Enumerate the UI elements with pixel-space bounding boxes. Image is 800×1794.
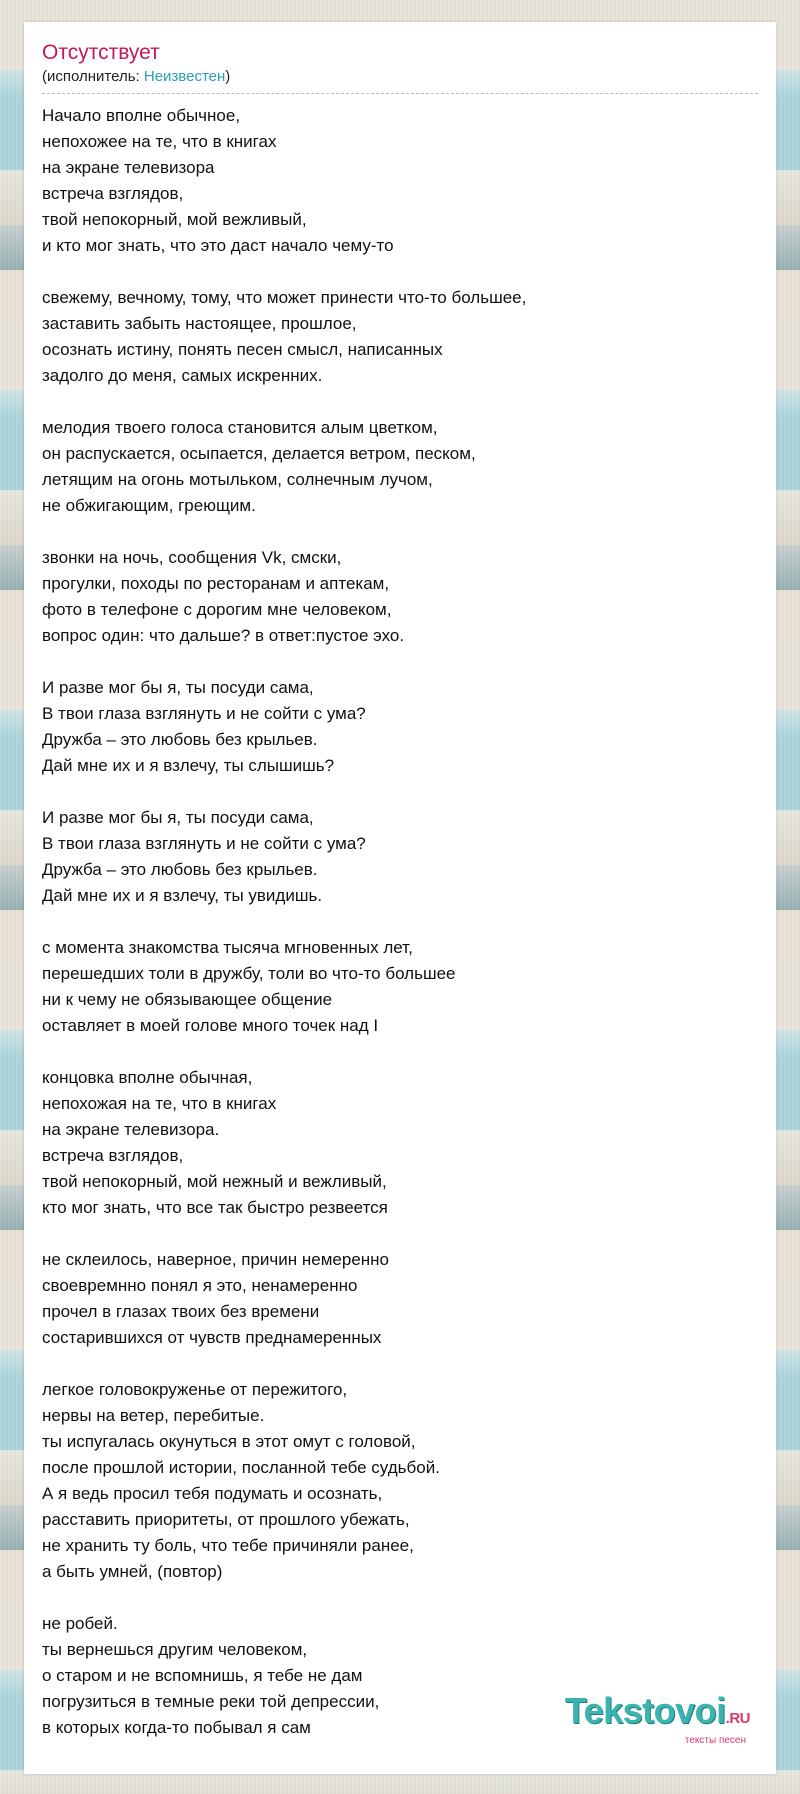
lyric-line: своевремнно понял я это, ненамеренно: [42, 1276, 358, 1295]
lyric-line: перешедших толи в дружбу, толи во что-то большее: [42, 964, 456, 983]
lyric-line: ты вернешься другим человеком,: [42, 1640, 308, 1659]
lyric-line: прогулки, походы по ресторанам и аптекам,: [42, 574, 390, 593]
lyric-line: фото в телефоне с дорогим мне человеком,: [42, 600, 392, 619]
lyrics-stanza: [42, 805, 752, 909]
lyric-line: мелодия твоего голоса становится алым цветком,: [42, 418, 438, 437]
lyric-line: вопрос один: что дальше? в ответ:пустое эхо.: [42, 626, 405, 645]
lyric-line: Дай мне их и я взлечу, ты слышишь?: [42, 756, 335, 775]
lyrics-stanza: [42, 1065, 752, 1221]
song-title: Отсутствует: [42, 41, 160, 64]
logo-name: Tekstovoi: [564, 1690, 726, 1731]
artist-link[interactable]: Неизвестен: [143, 68, 226, 85]
lyric-line: нервы на ветер, перебитые.: [42, 1406, 265, 1425]
lyric-line: оставляет в моей голове много точек над I: [42, 1016, 379, 1035]
lyric-line: встреча взглядов,: [42, 1146, 184, 1165]
lyric-line: расставить приоритеты, от прошлого убежать,: [42, 1510, 410, 1529]
lyric-line: в которых когда-то побывал я сам: [42, 1718, 311, 1737]
lyric-line: звонки на ночь, сообщения Vk, смски,: [42, 548, 342, 567]
lyric-line: встреча взглядов,: [42, 184, 184, 203]
lyric-line: свежему, вечному, тому, что может принести что-то большее,: [42, 288, 527, 307]
lyric-line: твой непокорный, мой нежный и вежливый,: [42, 1172, 387, 1191]
lyric-line: а быть умней, (повтор): [42, 1562, 223, 1581]
lyric-line: Начало вполне обычное,: [42, 106, 241, 125]
logo-tld: .RU: [725, 1710, 750, 1727]
lyrics-stanza: [42, 935, 752, 1039]
lyric-line: непохожее на те, что в книгах: [42, 132, 277, 151]
lyrics-stanza: [42, 285, 752, 389]
lyric-line: прочел в глазах твоих без времени: [42, 1302, 320, 1321]
lyric-line: осознать истину, понять песен смысл, написанных: [42, 340, 443, 359]
lyric-line: заставить забыть настоящее, прошлое,: [42, 314, 357, 333]
lyric-line: не обжигающим, греющим.: [42, 496, 256, 515]
lyric-line: на экране телевизора.: [42, 1120, 220, 1139]
lyrics-text: [42, 103, 752, 1767]
lyric-line: не робей.: [42, 1614, 118, 1633]
lyric-line: на экране телевизора: [42, 158, 215, 177]
lyric-line: непохожая на те, что в книгах: [42, 1094, 277, 1113]
lyrics-stanza: [42, 675, 752, 779]
site-logo[interactable]: [564, 1690, 750, 1746]
header-divider: [42, 93, 758, 94]
lyric-line: В твои глаза взглянуть и не сойти с ума?: [42, 704, 366, 723]
lyric-line: с момента знакомства тысяча мгновенных лет,: [42, 938, 413, 957]
lyric-line: Дружба – это любовь без крыльев.: [42, 860, 318, 879]
lyric-line: И разве мог бы я, ты посуди сама,: [42, 808, 314, 827]
lyric-line: задолго до меня, самых искренних.: [42, 366, 323, 385]
lyric-line: состарившихся от чувств преднамеренных: [42, 1328, 382, 1347]
logo-wordmark: [564, 1690, 750, 1737]
lyric-line: не хранить ту боль, что тебе причиняли ранее,: [42, 1536, 414, 1555]
lyric-line: он распускается, осыпается, делается ветром, песком,: [42, 444, 476, 463]
artist-prefix: (исполнитель:: [42, 68, 144, 85]
lyrics-stanza: [42, 545, 752, 649]
lyric-line: после прошлой истории, посланной тебе судьбой.: [42, 1458, 440, 1477]
lyric-line: В твои глаза взглянуть и не сойти с ума?: [42, 834, 366, 853]
lyric-line: летящим на огонь мотыльком, солнечным лучом,: [42, 470, 433, 489]
lyric-line: Дружба – это любовь без крыльев.: [42, 730, 318, 749]
artist-line: [42, 68, 758, 86]
lyric-line: Дай мне их и я взлечу, ты увидишь.: [42, 886, 323, 905]
lyric-line: ни к чему не обязывающее общение: [42, 990, 333, 1009]
lyric-line: И разве мог бы я, ты посуди сама,: [42, 678, 314, 697]
lyrics-stanza: [42, 103, 752, 259]
lyric-line: погрузиться в темные реки той депрессии,: [42, 1692, 380, 1711]
lyric-line: ты испугалась окунуться в этот омут с головой,: [42, 1432, 416, 1451]
logo-subtitle: тексты песен: [684, 1735, 746, 1746]
lyric-line: о старом и не вспомнишь, я тебе не дам: [42, 1666, 363, 1685]
lyric-line: твой непокорный, мой вежливый,: [42, 210, 307, 229]
lyric-line: концовка вполне обычная,: [42, 1068, 253, 1087]
song-header: [42, 40, 758, 86]
lyric-line: не склеилось, наверное, причин немеренно: [42, 1250, 390, 1269]
artist-suffix: ): [225, 68, 231, 85]
lyric-line: кто мог знать, что все так быстро резвеется: [42, 1198, 388, 1217]
lyric-line: и кто мог знать, что это даст начало чему-то: [42, 236, 394, 255]
lyric-line: А я ведь просил тебя подумать и осознать,: [42, 1484, 383, 1503]
lyrics-stanza: [42, 1377, 752, 1585]
song-card: [24, 22, 776, 1774]
lyrics-stanza: [42, 415, 752, 519]
lyric-line: легкое головокруженье от пережитого,: [42, 1380, 348, 1399]
lyrics-stanza: [42, 1247, 752, 1351]
